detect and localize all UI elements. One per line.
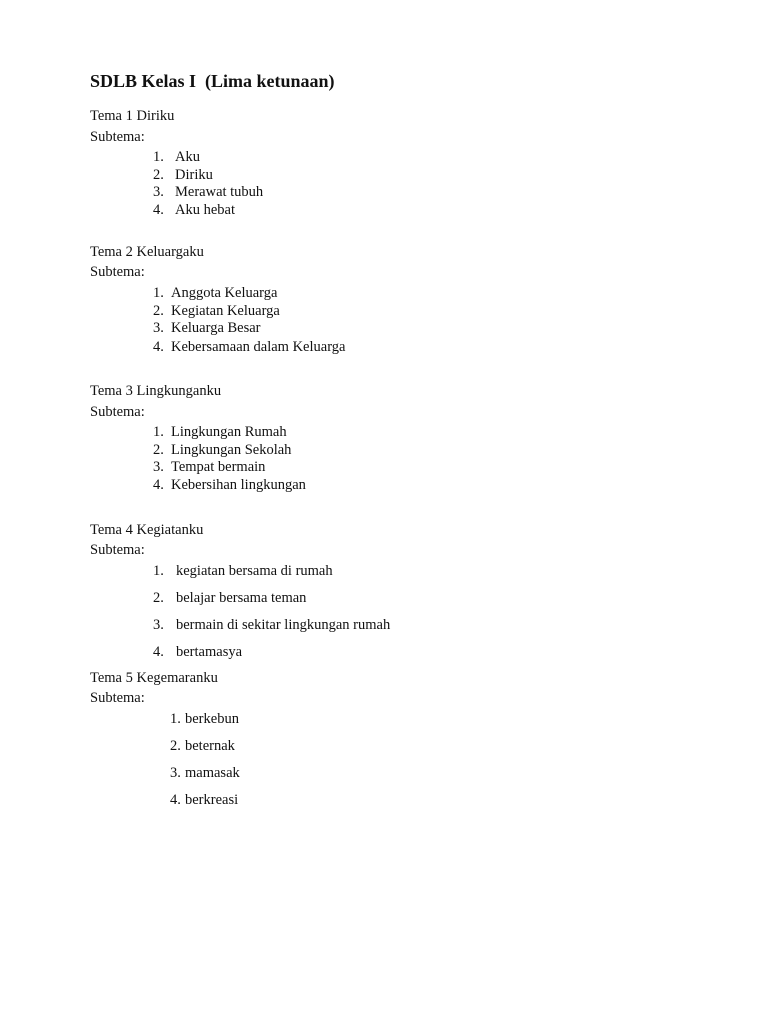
- list-item-text: Tempat bermain: [171, 459, 266, 475]
- subtema-label: Subtema:: [90, 690, 145, 706]
- document-title: SDLB Kelas I (Lima ketunaan): [90, 71, 335, 91]
- list-item-text: Anggota Keluarga: [171, 285, 278, 301]
- list-item-text: Kebersihan lingkungan: [171, 477, 306, 493]
- list-item-text: Lingkungan Rumah: [171, 424, 287, 440]
- list-item-text: Aku hebat: [175, 202, 235, 218]
- list-item-number: 4.: [153, 202, 164, 218]
- list-item-text: mamasak: [185, 765, 240, 781]
- list-item-text: berkreasi: [185, 792, 239, 808]
- theme-heading: Tema 1 Diriku: [90, 108, 175, 124]
- list-item-number: 1.: [153, 424, 164, 440]
- list-item-text: bertamasya: [176, 644, 243, 660]
- list-item-number: 3.: [170, 765, 181, 781]
- list-item-number: 2.: [153, 590, 164, 606]
- list-item-number: 4.: [153, 339, 164, 355]
- list-item-number: 1.: [153, 149, 164, 165]
- subtema-label: Subtema:: [90, 542, 145, 558]
- list-item-number: 3.: [153, 617, 164, 633]
- list-item-text: Kegiatan Keluarga: [171, 303, 280, 319]
- subtema-label: Subtema:: [90, 404, 145, 420]
- list-item-number: 4.: [170, 792, 181, 808]
- list-item-text: Aku: [175, 149, 200, 165]
- list-item-text: belajar bersama teman: [176, 590, 307, 606]
- theme-heading: Tema 4 Kegiatanku: [90, 522, 204, 538]
- list-item-number: 2.: [153, 442, 164, 458]
- list-item-text: beternak: [185, 738, 235, 754]
- list-item-number: 3.: [153, 320, 164, 336]
- list-item-text: kegiatan bersama di rumah: [176, 563, 333, 579]
- list-item-text: Keluarga Besar: [171, 320, 261, 336]
- subtema-label: Subtema:: [90, 129, 145, 145]
- list-item-number: 1.: [153, 285, 164, 301]
- theme-heading: Tema 5 Kegemaranku: [90, 670, 218, 686]
- list-item-number: 1.: [153, 563, 164, 579]
- list-item-number: 4.: [153, 477, 164, 493]
- list-item-text: Kebersamaan dalam Keluarga: [171, 339, 346, 355]
- subtema-label: Subtema:: [90, 264, 145, 280]
- list-item-text: bermain di sekitar lingkungan rumah: [176, 617, 391, 633]
- list-item-text: Merawat tubuh: [175, 184, 264, 200]
- list-item-number: 2.: [153, 303, 164, 319]
- list-item-text: Lingkungan Sekolah: [171, 442, 292, 458]
- list-item-number: 2.: [170, 738, 181, 754]
- list-item-text: berkebun: [185, 711, 239, 727]
- list-item-number: 3.: [153, 184, 164, 200]
- list-item-number: 3.: [153, 459, 164, 475]
- list-item-number: 1.: [170, 711, 181, 727]
- list-item-number: 4.: [153, 644, 164, 660]
- theme-heading: Tema 2 Keluargaku: [90, 244, 204, 260]
- theme-heading: Tema 3 Lingkunganku: [90, 383, 222, 399]
- list-item-number: 2.: [153, 167, 164, 183]
- list-item-text: Diriku: [175, 167, 213, 183]
